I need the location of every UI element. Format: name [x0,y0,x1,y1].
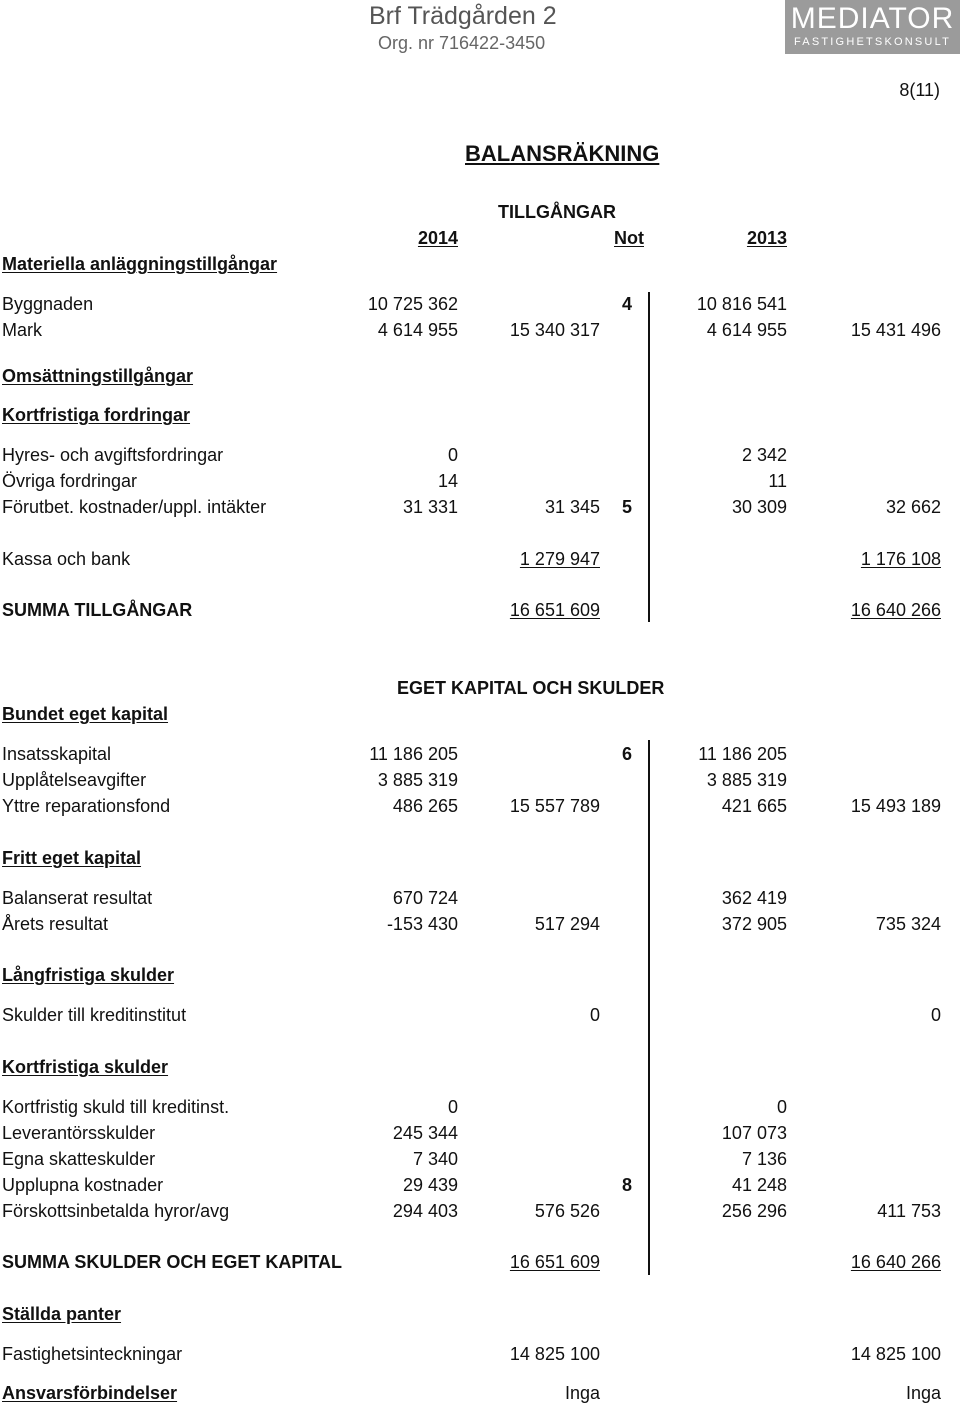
row-label: Övriga fordringar [2,471,138,491]
value-2014: 3 885 319 [377,770,458,790]
note-ref: 4 [621,294,632,314]
value-2014: 670 724 [392,888,458,908]
value-2014: 4 614 955 [377,320,458,340]
row-label: Förskottsinbetalda hyror/avg [2,1201,230,1221]
subtotal-2013: 735 324 [875,914,941,934]
value-2013: 421 665 [721,796,787,816]
row-label: Mark [2,320,42,340]
subtotal-2014: 0 [589,1005,600,1025]
subtotal-2013: 15 493 189 [850,796,941,816]
total-assets-label: SUMMA TILLGÅNGAR [2,600,193,620]
subtotal-2014: 14 825 100 [509,1344,600,1364]
value-2013: 372 905 [721,914,787,934]
value-2014: 31 331 [402,497,458,517]
value-2014: 29 439 [402,1175,458,1195]
total-equity-label: SUMMA SKULDER OCH EGET KAPITAL [2,1252,342,1272]
section-bundet: Bundet eget kapital [2,704,169,724]
subtotal-2013: 411 753 [877,1201,941,1221]
value-2013: 30 309 [731,497,787,517]
subtotal-2014: 1 279 947 [519,549,600,569]
row-label: Upplupna kostnader [2,1175,164,1195]
row-label: Balanserat resultat [2,888,153,908]
value-2013: 4 614 955 [706,320,787,340]
value-2013: 107 073 [721,1123,787,1143]
value-2014: 14 [437,471,458,491]
value-2013: 256 296 [721,1201,787,1221]
row-label: Hyres- och avgiftsfordringar [2,445,224,465]
row-label: Kortfristig skuld till kreditinst. [2,1097,230,1117]
section-kortfristiga-fordringar: Kortfristiga fordringar [2,405,191,425]
company-name: Brf Trädgården 2 [369,2,557,30]
col-header-not: Not [614,228,644,248]
subtotal-2014: 15 340 317 [509,320,600,340]
section-panter: Ställda panter [2,1304,122,1324]
value-2014: 0 [447,445,458,465]
value-2014: 486 265 [392,796,458,816]
col-header-2013: 2013 [746,228,787,248]
value-2014: 7 340 [412,1149,458,1169]
value-2014: 294 403 [392,1201,458,1221]
section-fritt: Fritt eget kapital [2,848,142,868]
row-label: Egna skatteskulder [2,1149,156,1169]
row-label: Yttre reparationsfond [2,796,171,816]
mediator-logo [785,0,960,54]
note-ref: 8 [621,1175,632,1195]
row-label: Byggnaden [2,294,94,314]
total-2014: 16 651 609 [509,1252,600,1272]
value-2014: 0 [447,1097,458,1117]
row-label: Förutbet. kostnader/uppl. intäkter [2,497,267,517]
note-ref: 6 [621,744,632,764]
equity-heading: EGET KAPITAL OCH SKULDER [397,678,665,698]
subtotal-2013: 0 [930,1005,941,1025]
row-label: Upplåtelseavgifter [2,770,147,790]
subtotal-2014: 15 557 789 [509,796,600,816]
value-2013: 2 342 [741,445,787,465]
total-2013: 16 640 266 [850,600,941,620]
value-2013: 11 186 205 [698,744,787,764]
value-2013: 11 [768,471,787,491]
col-header-2014: 2014 [417,228,458,248]
row-label: Fastighetsinteckningar [2,1344,183,1364]
subtotal-2014: 31 345 [544,497,600,517]
total-2014: 16 651 609 [509,600,600,620]
value-2013: 0 [776,1097,787,1117]
subtotal-2014: 517 294 [534,914,600,934]
page-title: BALANSRÄKNING [465,141,660,166]
subtotal-2013: 1 176 108 [860,549,941,569]
section-ansvar: Ansvarsförbindelser [2,1383,178,1403]
assets-heading: TILLGÅNGAR [498,202,616,222]
row-label: Insatsskapital [2,744,112,764]
row-label: Kassa och bank [2,549,131,569]
total-2013: 16 640 266 [850,1252,941,1272]
value-2013: 7 136 [741,1149,787,1169]
logo-text-top: MEDIATOR [790,2,955,35]
page-number: 8(11) [899,80,940,100]
value-2014: 245 344 [392,1123,458,1143]
subtotal-2013: 14 825 100 [850,1344,941,1364]
subtotal-2014: 576 526 [534,1201,600,1221]
value-2013: 10 816 541 [696,294,787,314]
section-langfristiga: Långfristiga skulder [2,965,175,985]
value-2014: -153 430 [386,914,458,934]
section-omsattning: Omsättningstillgångar [2,366,194,386]
value-2014: 11 186 205 [369,744,458,764]
logo-text-bottom: FASTIGHETSKONSULT [794,36,951,48]
subtotal-2014: Inga [564,1383,600,1403]
row-label: Skulder till kreditinstitut [2,1005,187,1025]
subtotal-2013: 32 662 [885,497,941,517]
value-2013: 41 248 [731,1175,787,1195]
org-number: Org. nr 716422-3450 [378,33,546,53]
value-2013: 3 885 319 [706,770,787,790]
value-2014: 10 725 362 [367,294,458,314]
row-label: Leverantörsskulder [2,1123,156,1143]
section-materiella: Materiella anläggningstillgångar [2,254,278,274]
row-label: Årets resultat [2,914,109,934]
subtotal-2013: 15 431 496 [850,320,941,340]
subtotal-2013: Inga [905,1383,941,1403]
section-kortfristiga-skulder: Kortfristiga skulder [2,1057,169,1077]
value-2013: 362 419 [721,888,787,908]
note-ref: 5 [621,497,632,517]
